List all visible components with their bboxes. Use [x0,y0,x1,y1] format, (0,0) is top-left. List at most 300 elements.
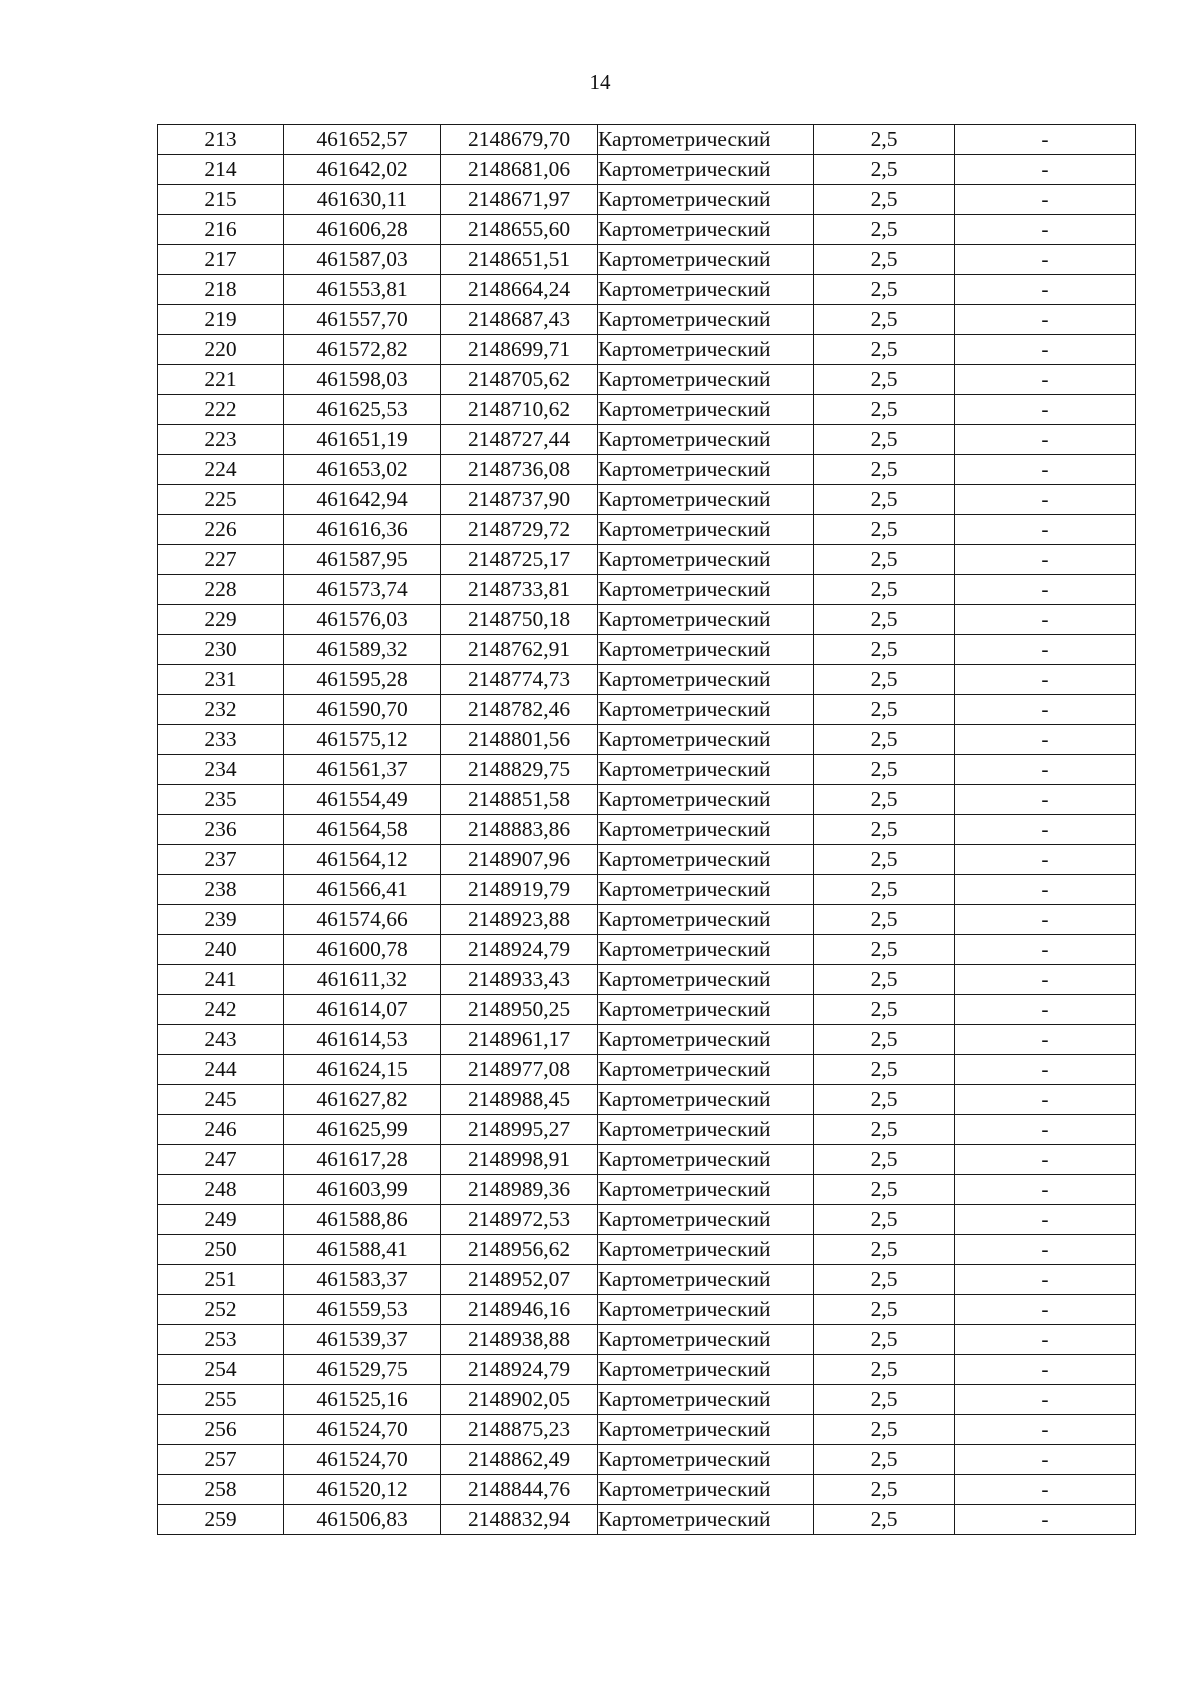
table-row [158,575,1136,605]
accuracy-cell: 2,5 [814,665,955,695]
point-number-cell: 232 [158,695,284,725]
accuracy-cell: 2,5 [814,425,955,455]
point-number-cell: 217 [158,245,284,275]
description-cell: - [955,635,1136,665]
description-cell: - [955,155,1136,185]
table-row [158,935,1136,965]
y-coordinate-cell: 2148989,36 [441,1175,598,1205]
method-cell: Картометрический [598,605,814,635]
y-coordinate-cell: 2148961,17 [441,1025,598,1055]
x-coordinate-cell: 461595,28 [284,665,441,695]
description-cell: - [955,515,1136,545]
point-number-cell: 219 [158,305,284,335]
accuracy-cell: 2,5 [814,965,955,995]
x-coordinate-cell: 461557,70 [284,305,441,335]
method-cell: Картометрический [598,215,814,245]
x-coordinate-cell: 461614,07 [284,995,441,1025]
description-cell: - [955,935,1136,965]
description-cell: - [955,725,1136,755]
y-coordinate-cell: 2148924,79 [441,935,598,965]
description-cell: - [955,545,1136,575]
description-cell: - [955,185,1136,215]
method-cell: Картометрический [598,995,814,1025]
y-coordinate-cell: 2148801,56 [441,725,598,755]
point-number-cell: 239 [158,905,284,935]
y-coordinate-cell: 2148851,58 [441,785,598,815]
point-number-cell: 241 [158,965,284,995]
accuracy-cell: 2,5 [814,1445,955,1475]
y-coordinate-cell: 2148883,86 [441,815,598,845]
x-coordinate-cell: 461617,28 [284,1145,441,1175]
accuracy-cell: 2,5 [814,545,955,575]
x-coordinate-cell: 461614,53 [284,1025,441,1055]
accuracy-cell: 2,5 [814,1475,955,1505]
accuracy-cell: 2,5 [814,1295,955,1325]
accuracy-cell: 2,5 [814,1505,955,1535]
x-coordinate-cell: 461520,12 [284,1475,441,1505]
accuracy-cell: 2,5 [814,1025,955,1055]
method-cell: Картометрический [598,755,814,785]
accuracy-cell: 2,5 [814,1325,955,1355]
table-row [158,1205,1136,1235]
accuracy-cell: 2,5 [814,1355,955,1385]
description-cell: - [955,245,1136,275]
method-cell: Картометрический [598,875,814,905]
method-cell: Картометрический [598,455,814,485]
method-cell: Картометрический [598,335,814,365]
description-cell: - [955,395,1136,425]
method-cell: Картометрический [598,665,814,695]
description-cell: - [955,365,1136,395]
table-row [158,1415,1136,1445]
method-cell: Картометрический [598,1445,814,1475]
y-coordinate-cell: 2148681,06 [441,155,598,185]
y-coordinate-cell: 2148750,18 [441,605,598,635]
description-cell: - [955,665,1136,695]
description-cell: - [955,1355,1136,1385]
method-cell: Картометрический [598,1475,814,1505]
table-row [158,845,1136,875]
description-cell: - [955,215,1136,245]
method-cell: Картометрический [598,695,814,725]
y-coordinate-cell: 2148998,91 [441,1145,598,1175]
point-number-cell: 224 [158,455,284,485]
point-number-cell: 259 [158,1505,284,1535]
method-cell: Картометрический [598,575,814,605]
method-cell: Картометрический [598,515,814,545]
point-number-cell: 256 [158,1415,284,1445]
point-number-cell: 244 [158,1055,284,1085]
table-row [158,695,1136,725]
method-cell: Картометрический [598,935,814,965]
point-number-cell: 213 [158,125,284,155]
method-cell: Картометрический [598,785,814,815]
point-number-cell: 223 [158,425,284,455]
accuracy-cell: 2,5 [814,935,955,965]
table-row [158,1025,1136,1055]
method-cell: Картометрический [598,245,814,275]
accuracy-cell: 2,5 [814,815,955,845]
accuracy-cell: 2,5 [814,1145,955,1175]
description-cell: - [955,1475,1136,1505]
table-row [158,215,1136,245]
y-coordinate-cell: 2148727,44 [441,425,598,455]
accuracy-cell: 2,5 [814,305,955,335]
table-row [158,605,1136,635]
table-row [158,155,1136,185]
y-coordinate-cell: 2148832,94 [441,1505,598,1535]
y-coordinate-cell: 2148725,17 [441,545,598,575]
method-cell: Картометрический [598,1505,814,1535]
description-cell: - [955,305,1136,335]
description-cell: - [955,785,1136,815]
y-coordinate-cell: 2148938,88 [441,1325,598,1355]
description-cell: - [955,1145,1136,1175]
table-row [158,1325,1136,1355]
point-number-cell: 247 [158,1145,284,1175]
method-cell: Картометрический [598,1385,814,1415]
accuracy-cell: 2,5 [814,365,955,395]
description-cell: - [955,1025,1136,1055]
description-cell: - [955,1295,1136,1325]
y-coordinate-cell: 2148950,25 [441,995,598,1025]
table-row [158,875,1136,905]
point-number-cell: 234 [158,755,284,785]
table-row [158,125,1136,155]
method-cell: Картометрический [598,815,814,845]
table-row [158,365,1136,395]
accuracy-cell: 2,5 [814,485,955,515]
method-cell: Картометрический [598,1175,814,1205]
y-coordinate-cell: 2148844,76 [441,1475,598,1505]
point-number-cell: 243 [158,1025,284,1055]
table-row [158,755,1136,785]
point-number-cell: 255 [158,1385,284,1415]
accuracy-cell: 2,5 [814,185,955,215]
table-row [158,995,1136,1025]
x-coordinate-cell: 461506,83 [284,1505,441,1535]
table-row [158,275,1136,305]
point-number-cell: 250 [158,1235,284,1265]
table-row [158,515,1136,545]
table-row [158,425,1136,455]
point-number-cell: 225 [158,485,284,515]
method-cell: Картометрический [598,1235,814,1265]
x-coordinate-cell: 461642,94 [284,485,441,515]
description-cell: - [955,695,1136,725]
description-cell: - [955,1175,1136,1205]
y-coordinate-cell: 2148924,79 [441,1355,598,1385]
method-cell: Картометрический [598,395,814,425]
table-row [158,1295,1136,1325]
description-cell: - [955,1115,1136,1145]
accuracy-cell: 2,5 [814,1385,955,1415]
accuracy-cell: 2,5 [814,905,955,935]
y-coordinate-cell: 2148774,73 [441,665,598,695]
point-number-cell: 231 [158,665,284,695]
x-coordinate-cell: 461554,49 [284,785,441,815]
y-coordinate-cell: 2148699,71 [441,335,598,365]
accuracy-cell: 2,5 [814,1115,955,1145]
page-number: 14 [589,70,611,94]
y-coordinate-cell: 2148733,81 [441,575,598,605]
description-cell: - [955,815,1136,845]
x-coordinate-cell: 461564,12 [284,845,441,875]
description-cell: - [955,965,1136,995]
y-coordinate-cell: 2148737,90 [441,485,598,515]
point-number-cell: 235 [158,785,284,815]
coordinates-table [157,124,1136,1535]
y-coordinate-cell: 2148705,62 [441,365,598,395]
point-number-cell: 240 [158,935,284,965]
accuracy-cell: 2,5 [814,635,955,665]
description-cell: - [955,1205,1136,1235]
point-number-cell: 238 [158,875,284,905]
accuracy-cell: 2,5 [814,1085,955,1115]
y-coordinate-cell: 2148762,91 [441,635,598,665]
method-cell: Картометрический [598,365,814,395]
y-coordinate-cell: 2148902,05 [441,1385,598,1415]
x-coordinate-cell: 461524,70 [284,1415,441,1445]
x-coordinate-cell: 461539,37 [284,1325,441,1355]
y-coordinate-cell: 2148736,08 [441,455,598,485]
point-number-cell: 237 [158,845,284,875]
table-row [158,1475,1136,1505]
y-coordinate-cell: 2148952,07 [441,1265,598,1295]
description-cell: - [955,1085,1136,1115]
table-row [158,245,1136,275]
table-row [158,725,1136,755]
x-coordinate-cell: 461616,36 [284,515,441,545]
point-number-cell: 220 [158,335,284,365]
point-number-cell: 227 [158,545,284,575]
x-coordinate-cell: 461566,41 [284,875,441,905]
x-coordinate-cell: 461559,53 [284,1295,441,1325]
x-coordinate-cell: 461572,82 [284,335,441,365]
point-number-cell: 221 [158,365,284,395]
accuracy-cell: 2,5 [814,275,955,305]
x-coordinate-cell: 461606,28 [284,215,441,245]
accuracy-cell: 2,5 [814,1265,955,1295]
accuracy-cell: 2,5 [814,1175,955,1205]
description-cell: - [955,425,1136,455]
coordinates-table-body [158,125,1136,1535]
y-coordinate-cell: 2148956,62 [441,1235,598,1265]
point-number-cell: 254 [158,1355,284,1385]
table-row [158,545,1136,575]
y-coordinate-cell: 2148710,62 [441,395,598,425]
x-coordinate-cell: 461625,99 [284,1115,441,1145]
description-cell: - [955,995,1136,1025]
y-coordinate-cell: 2148933,43 [441,965,598,995]
y-coordinate-cell: 2148972,53 [441,1205,598,1235]
accuracy-cell: 2,5 [814,1205,955,1235]
method-cell: Картометрический [598,425,814,455]
table-row [158,1355,1136,1385]
x-coordinate-cell: 461598,03 [284,365,441,395]
y-coordinate-cell: 2148977,08 [441,1055,598,1085]
accuracy-cell: 2,5 [814,605,955,635]
table-row [158,1085,1136,1115]
point-number-cell: 257 [158,1445,284,1475]
method-cell: Картометрический [598,1145,814,1175]
description-cell: - [955,335,1136,365]
x-coordinate-cell: 461603,99 [284,1175,441,1205]
table-row [158,485,1136,515]
point-number-cell: 226 [158,515,284,545]
description-cell: - [955,845,1136,875]
table-row [158,785,1136,815]
y-coordinate-cell: 2148782,46 [441,695,598,725]
x-coordinate-cell: 461625,53 [284,395,441,425]
point-number-cell: 229 [158,605,284,635]
point-number-cell: 253 [158,1325,284,1355]
point-number-cell: 230 [158,635,284,665]
x-coordinate-cell: 461561,37 [284,755,441,785]
x-coordinate-cell: 461652,57 [284,125,441,155]
x-coordinate-cell: 461587,03 [284,245,441,275]
y-coordinate-cell: 2148907,96 [441,845,598,875]
x-coordinate-cell: 461630,11 [284,185,441,215]
table-row [158,185,1136,215]
point-number-cell: 249 [158,1205,284,1235]
y-coordinate-cell: 2148988,45 [441,1085,598,1115]
description-cell: - [955,905,1136,935]
x-coordinate-cell: 461575,12 [284,725,441,755]
point-number-cell: 242 [158,995,284,1025]
description-cell: - [955,1445,1136,1475]
x-coordinate-cell: 461553,81 [284,275,441,305]
x-coordinate-cell: 461653,02 [284,455,441,485]
x-coordinate-cell: 461573,74 [284,575,441,605]
y-coordinate-cell: 2148946,16 [441,1295,598,1325]
description-cell: - [955,755,1136,785]
y-coordinate-cell: 2148664,24 [441,275,598,305]
point-number-cell: 236 [158,815,284,845]
description-cell: - [955,575,1136,605]
table-row [158,905,1136,935]
point-number-cell: 246 [158,1115,284,1145]
y-coordinate-cell: 2148995,27 [441,1115,598,1145]
table-row [158,455,1136,485]
method-cell: Картометрический [598,1295,814,1325]
description-cell: - [955,1235,1136,1265]
accuracy-cell: 2,5 [814,695,955,725]
x-coordinate-cell: 461588,86 [284,1205,441,1235]
description-cell: - [955,275,1136,305]
table-row [158,1145,1136,1175]
y-coordinate-cell: 2148655,60 [441,215,598,245]
method-cell: Картометрический [598,305,814,335]
point-number-cell: 222 [158,395,284,425]
method-cell: Картометрический [598,1115,814,1145]
method-cell: Картометрический [598,1085,814,1115]
method-cell: Картометрический [598,1025,814,1055]
table-row [158,1445,1136,1475]
x-coordinate-cell: 461590,70 [284,695,441,725]
description-cell: - [955,875,1136,905]
x-coordinate-cell: 461587,95 [284,545,441,575]
method-cell: Картометрический [598,545,814,575]
point-number-cell: 252 [158,1295,284,1325]
table-row [158,305,1136,335]
table-row [158,1055,1136,1085]
method-cell: Картометрический [598,1265,814,1295]
x-coordinate-cell: 461564,58 [284,815,441,845]
accuracy-cell: 2,5 [814,875,955,905]
method-cell: Картометрический [598,275,814,305]
description-cell: - [955,1415,1136,1445]
accuracy-cell: 2,5 [814,845,955,875]
table-row [158,665,1136,695]
point-number-cell: 228 [158,575,284,605]
x-coordinate-cell: 461529,75 [284,1355,441,1385]
description-cell: - [955,125,1136,155]
accuracy-cell: 2,5 [814,575,955,605]
table-row [158,1235,1136,1265]
table-row [158,635,1136,665]
table-row [158,1385,1136,1415]
table-row [158,335,1136,365]
point-number-cell: 214 [158,155,284,185]
table-row [158,1505,1136,1535]
accuracy-cell: 2,5 [814,335,955,365]
accuracy-cell: 2,5 [814,1055,955,1085]
accuracy-cell: 2,5 [814,155,955,185]
y-coordinate-cell: 2148923,88 [441,905,598,935]
method-cell: Картометрический [598,185,814,215]
description-cell: - [955,1505,1136,1535]
x-coordinate-cell: 461611,32 [284,965,441,995]
method-cell: Картометрический [598,845,814,875]
accuracy-cell: 2,5 [814,1235,955,1265]
y-coordinate-cell: 2148919,79 [441,875,598,905]
accuracy-cell: 2,5 [814,125,955,155]
method-cell: Картометрический [598,1205,814,1235]
accuracy-cell: 2,5 [814,785,955,815]
table-row [158,395,1136,425]
point-number-cell: 216 [158,215,284,245]
method-cell: Картометрический [598,905,814,935]
method-cell: Картометрический [598,125,814,155]
table-row [158,1265,1136,1295]
description-cell: - [955,1265,1136,1295]
y-coordinate-cell: 2148875,23 [441,1415,598,1445]
x-coordinate-cell: 461651,19 [284,425,441,455]
accuracy-cell: 2,5 [814,755,955,785]
accuracy-cell: 2,5 [814,725,955,755]
x-coordinate-cell: 461627,82 [284,1085,441,1115]
method-cell: Картометрический [598,1325,814,1355]
point-number-cell: 251 [158,1265,284,1295]
accuracy-cell: 2,5 [814,245,955,275]
method-cell: Картометрический [598,1055,814,1085]
table-row [158,1175,1136,1205]
y-coordinate-cell: 2148687,43 [441,305,598,335]
accuracy-cell: 2,5 [814,995,955,1025]
x-coordinate-cell: 461583,37 [284,1265,441,1295]
accuracy-cell: 2,5 [814,515,955,545]
table-row [158,815,1136,845]
table-row [158,1115,1136,1145]
y-coordinate-cell: 2148862,49 [441,1445,598,1475]
y-coordinate-cell: 2148651,51 [441,245,598,275]
description-cell: - [955,1385,1136,1415]
description-cell: - [955,485,1136,515]
y-coordinate-cell: 2148729,72 [441,515,598,545]
method-cell: Картометрический [598,1355,814,1385]
y-coordinate-cell: 2148671,97 [441,185,598,215]
